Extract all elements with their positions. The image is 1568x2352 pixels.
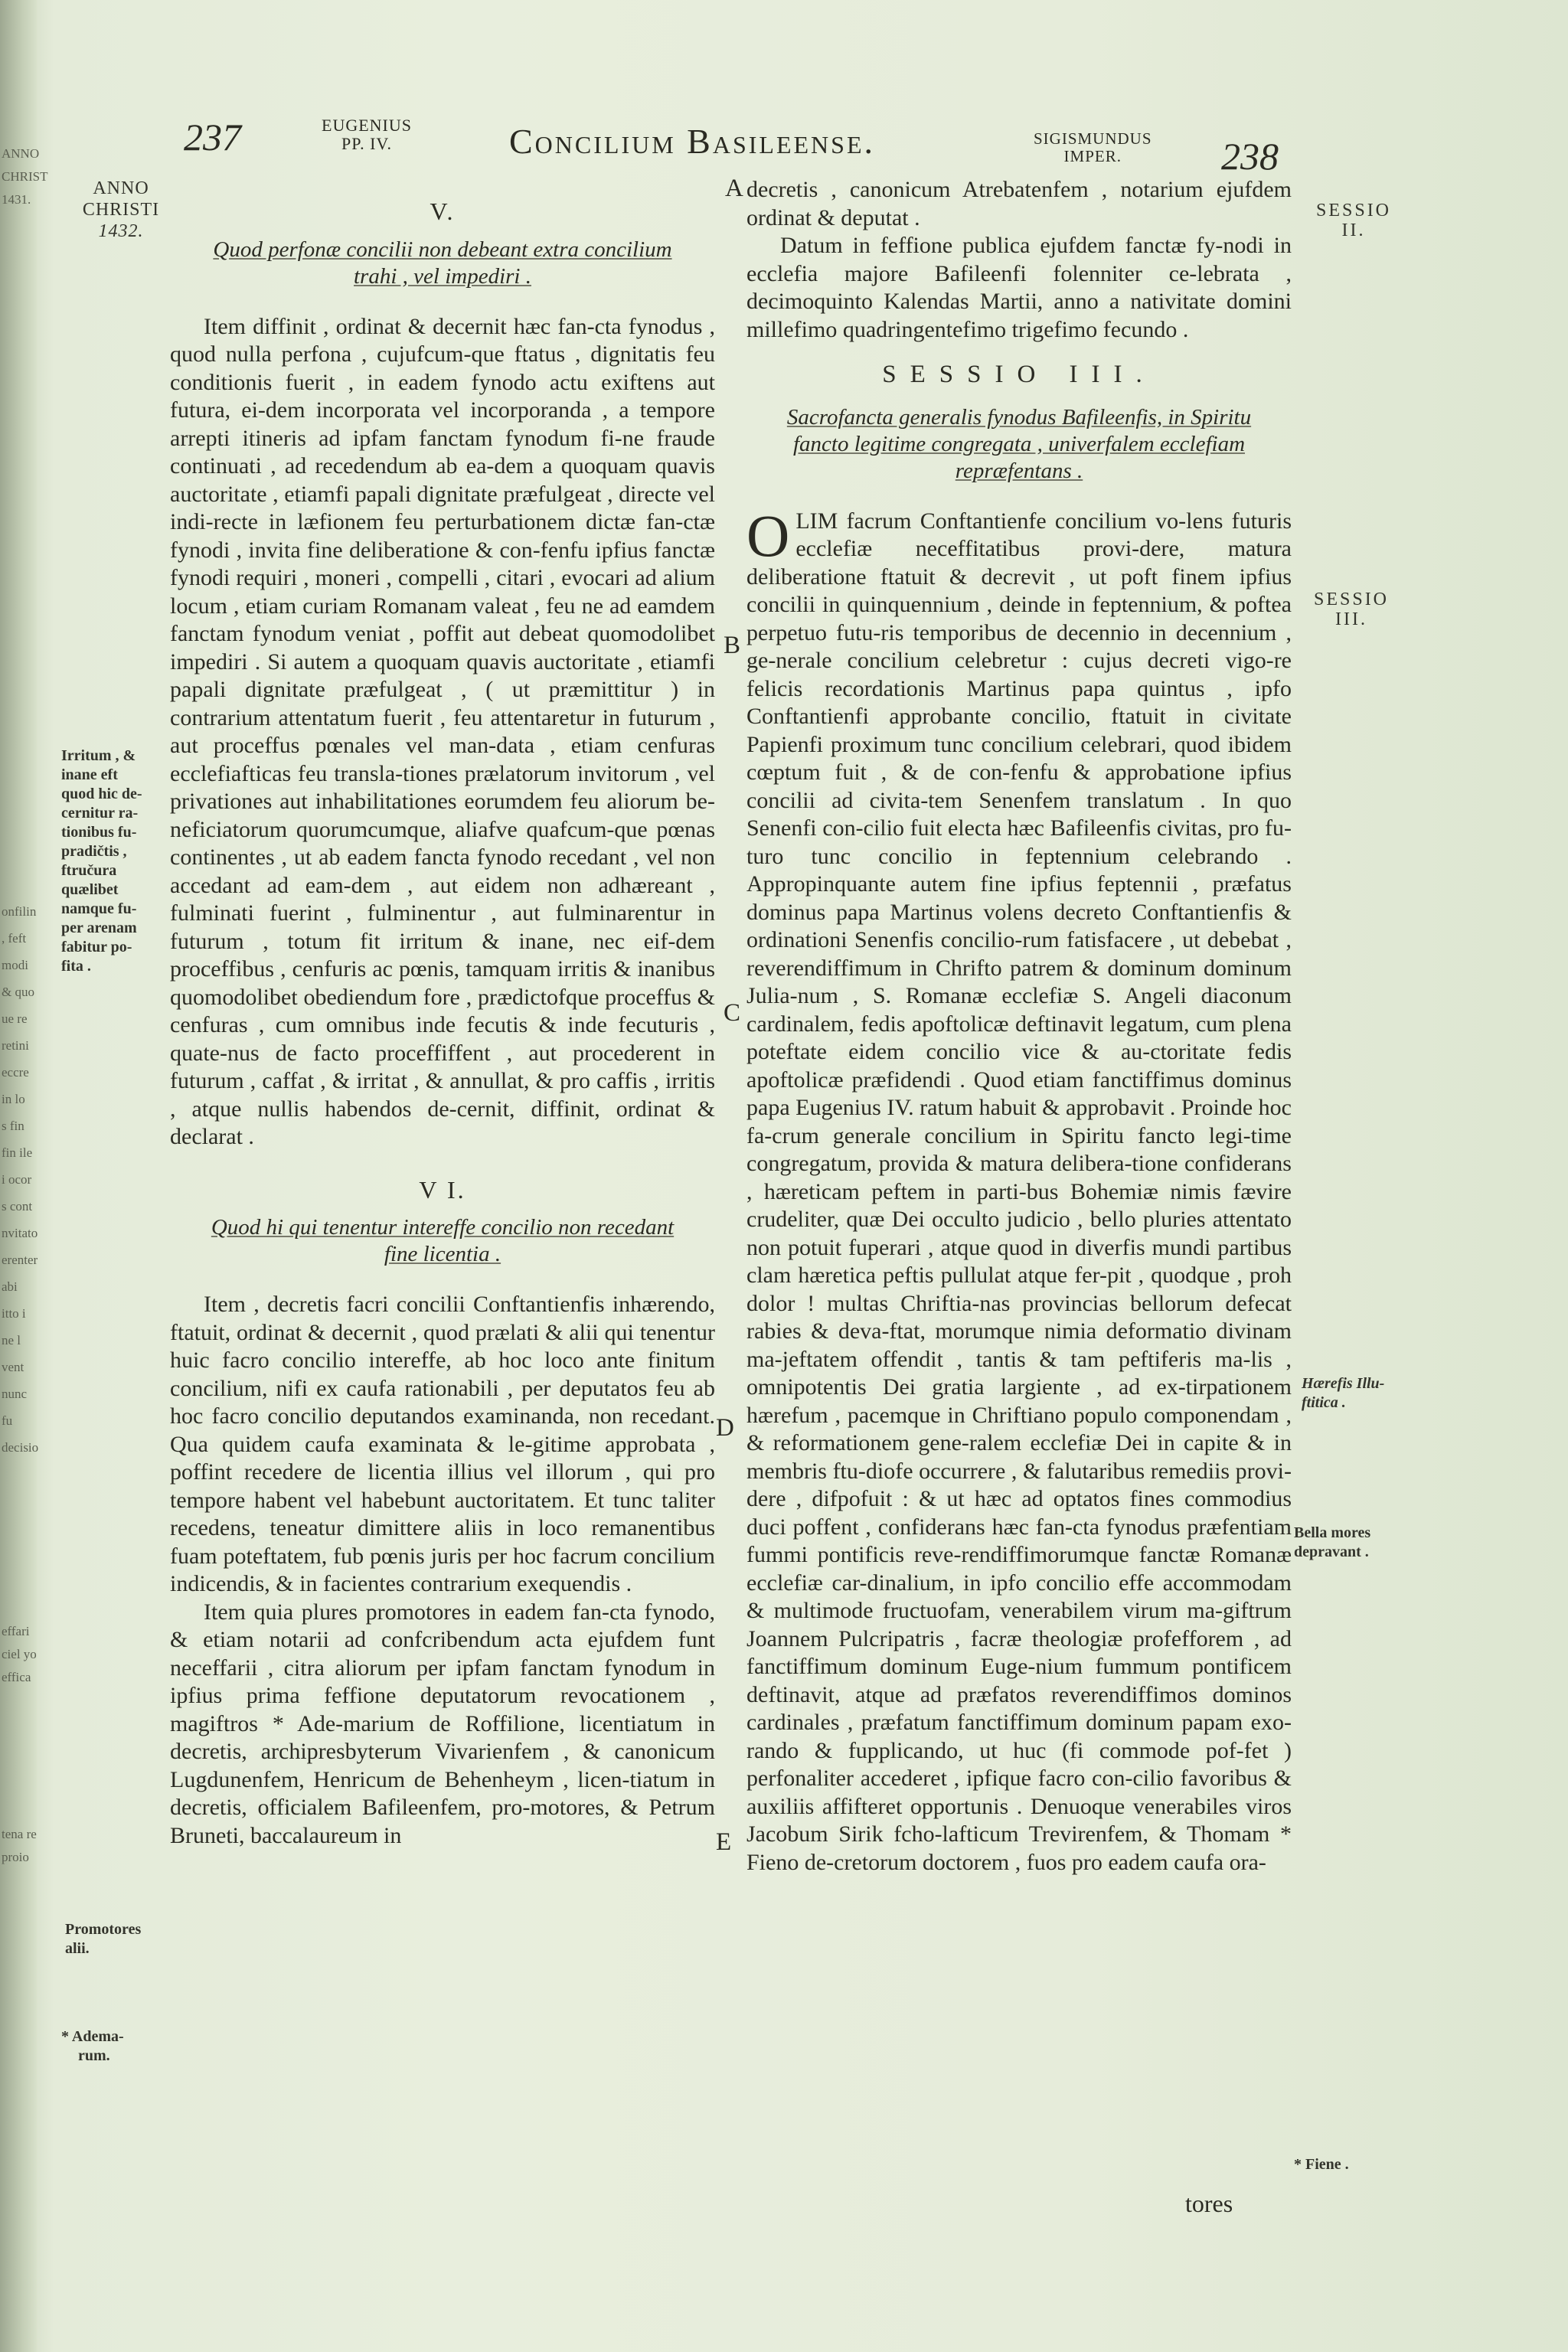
paragraph-continuation: decretis , canonicum Atrebatenfem , notarium ejufdem ordinat & deputat . <box>746 177 1292 230</box>
margin-line: SESSIO <box>1313 590 1390 609</box>
margin-sessio-ii <box>1304 201 1403 240</box>
running-head-left-line2: PP. IV. <box>341 134 392 153</box>
margin-line: cernitur ra- <box>61 805 139 822</box>
section-letter-b: B <box>724 632 741 659</box>
section-number-vi: V I. <box>419 1175 466 1204</box>
anno-line: CHRISTI <box>82 200 160 220</box>
gutter-fragment: nvitato <box>2 1226 38 1240</box>
margin-note-bella <box>1294 1524 1409 1562</box>
margin-line: III. <box>1335 609 1367 629</box>
margin-line: inane eft <box>61 766 118 783</box>
margin-anno-christi <box>75 178 167 242</box>
gutter-fragment: fu <box>2 1413 13 1428</box>
section-letter-d: D <box>716 1414 734 1442</box>
gutter-fragment: s cont <box>2 1199 33 1214</box>
gutter-fragment: decisio <box>2 1440 39 1455</box>
gutter-fragment: tena re <box>2 1827 37 1841</box>
gutter-fragment: eccre <box>2 1065 29 1080</box>
text-column-left <box>170 191 715 1850</box>
margin-line: ftručura <box>61 862 117 879</box>
section-letter-c: C <box>724 999 741 1027</box>
gutter-fragment: effica <box>2 1670 31 1684</box>
text-column-right <box>746 176 1292 1877</box>
gutter-fragment: ue re <box>2 1011 28 1026</box>
margin-note-fiene <box>1294 2155 1386 2174</box>
gutter-fragment: modi <box>2 958 28 972</box>
margin-line: fita . <box>61 958 91 975</box>
paragraph-sessio-iii <box>746 501 1292 1877</box>
gutter-fragment: in lo <box>2 1092 25 1106</box>
section-letter-a: A <box>725 175 743 202</box>
margin-line: namque fu- <box>61 900 137 917</box>
gutter-fragment: , feft <box>2 931 27 946</box>
gutter-fragment: erenter <box>2 1253 38 1267</box>
paragraph-datum: Datum in feffione publica ejufdem fanctæ fy-nodi in ecclefia majore Bafileenfi folenniter ce-lebrata , decimoquinto Kalendas Martii, anno a nativitate domini millefimo quadringentefimo trigefimo fecundo . <box>746 233 1292 342</box>
section-number-v: V. <box>430 198 456 225</box>
running-head-right <box>1034 130 1152 165</box>
margin-line: quælibet <box>61 881 119 898</box>
margin-note-irritum <box>61 746 168 976</box>
gutter-fragment: CHRIST <box>2 169 48 184</box>
margin-line: pradičtis , <box>61 843 127 860</box>
margin-line: rum. <box>78 2047 110 2064</box>
margin-line: quod hic de- <box>61 786 142 802</box>
margin-line: * Adema- <box>61 2028 124 2045</box>
page-number-right: 238 <box>1221 135 1279 178</box>
running-head-left-line1: EUGENIUS <box>322 116 412 135</box>
rubric-vi-text: Quod hi qui tenentur intereffe concilio non recedant fine licentia . <box>211 1215 675 1266</box>
gutter-fragment: fin ile <box>2 1145 33 1160</box>
running-head-right-line2: IMPER. <box>1063 147 1122 165</box>
running-title: Concilium Basileense. <box>509 122 876 161</box>
margin-line: SESSIO <box>1315 201 1392 220</box>
margin-sessio-iii <box>1302 590 1401 629</box>
margin-line: depravant . <box>1294 1544 1369 1560</box>
gutter-fragment: vent <box>2 1360 24 1374</box>
gutter-fragment: retini <box>2 1038 29 1053</box>
running-head-right-line1: SIGISMUNDUS <box>1034 129 1152 148</box>
margin-line: * Fiene . <box>1294 2156 1349 2173</box>
gutter-fragment: 1431. <box>2 192 31 207</box>
rubric-v-text: Quod perfonæ concilii non debeant extra concilium trahi , vel impediri . <box>213 237 672 289</box>
gutter-fragment: abi <box>2 1279 18 1294</box>
anno-line: ANNO <box>93 178 149 198</box>
rubric-vi <box>201 1214 684 1268</box>
margin-line: ftitica . <box>1302 1394 1346 1411</box>
anno-line: 1432. <box>98 221 144 241</box>
sessio-iii-heading: SESSIO III. <box>882 361 1156 388</box>
gutter-fragment: s fin <box>2 1119 24 1133</box>
gutter-fragment: ANNO <box>2 146 40 161</box>
page-number-left: 237 <box>184 116 241 158</box>
gutter-fragment: proio <box>2 1850 29 1864</box>
gutter-fragment: effari <box>2 1624 30 1638</box>
gutter-fragment: i ocor <box>2 1172 32 1187</box>
margin-line: alii. <box>65 1940 90 1957</box>
paragraph-sessio-iii-text: LIM facrum Conftantienfe concilium vo-lens futuris ecclefiæ neceffitatibus provi-dere, matura deliberatione ftatuit & decrevit , ut poft finem ipfius concilii in quinquennium , deinde in feptennium, & poftea perpetuo futu-ris temporibus de decennio in decennium , ge-nerale concilium celebretur : cujus decreti vigo-re felicis recordationis Martinus papa quintus , ipfo Conftantienfi approbante concilio, ftatuit in civitate Papienfi proximum tunc concilium celebrari, quod ibidem cœptum fuit , & de con-fenfu & approbatione ipfius concilii ad civita-tem Senenfem translatum . In quo Senenfi con-cilio fuit electa hæc Bafileenfis civitas, pro fu-turo tunc concilio in feptennium celebrando . Appropinquante autem fine ipfius feptennii , præfatus dominus papa Martinus volens decreto Conftantienfis & ordinationi Senenfis concilio-rum fatisfacere , ut debebat , reverendiffimum in Chrifto patrem & dominum dominum Julia-num , S. Romanæ ecclefiæ S. Angeli diaconum cardinalem, fedis apoftolicæ deftinavit legatum, cum plena poteftate eidem concilio vice & au-ctoritate fedis apoftolicæ præfidendi . Quod etiam fanctiffimus dominus papa Eugenius IV. ratum habuit & approbavit . Proinde hoc fa-crum generale concilium in Spiritu fancto legi-time congregatum, provida & matura delibera-tione confiderans , hæreticam peftem in parti-bus Bohemiæ nimis fævire crudeliter, quæ Dei occulto judicio , bello pluries attentato non potuit fuperari , atque quod in diverfis mundi partibus clam hæretica peftis pullulat atque fer-pit , quodque , proh dolor ! multas Chriftia-nas provincias bellorum defecat rabies & deva-ftat, morumque nimia deformatio divinam ma-jeftatem offendit , tantis & tam peftiferis ma-lis , omnipotentis Dei gratia largiente , ad ex-tirpationem hærefum , pacemque in Chriftiano populo componendam , & reformationem gene-ralem ecclefiæ Dei in capite & in membris ftu-diofe occurrere , & falutaribus remediis provi-dere , difpofuit : & ut hæc ad optatos fines commodius duci poffent , confiderans hæc fan-cta fynodus præfentiam fummi pontificis reve-rendiffimorumque fanctæ Romanæ ecclefiæ car-dinalium, in ipfo concilio effe accommodam & multimode fructuofam, venerabilem virum ma-giftrum Joannem Pulcripatris , facræ theologiæ profefforem , ad fanctiffimum dominum Euge-nium fummum pontificem deftinavit, atque ad præfatos reverendiffimos dominos cardinales , præfatum fanctiffimum dominum papam exo-rando & fupplicando, ut huc (fi commode pof-fet ) perfonaliter accederet , ipfique facro con-cilio favoribus & auxiliis affifteret opportunis . Denuoque venerabiles viros Jacobum Sirik fcho-lafticum Trevirenfem, & Thomam * Fieno de-cretorum doctorem , fuos pro eadem caufa ora- <box>746 508 1292 1875</box>
margin-line: per arenam <box>61 920 137 936</box>
paragraph-vi-1: Item , decretis facri concilii Conftantienfis inhærendo, ftatuit, ordinat & decernit , quod prælati & alii qui tenentur huic facro concilio intereffe, ab hoc loco ante finitum concilium, nifi ex caufa rationabili , per deputatos feu ab hoc facro concilio deputandos examinanda, non recedant. Qua quidem caufa examinata & le-gitime approbata , poffint recedere de licentia illius vel illorum , qui pro tempore habent vel habebunt auctoritatem. Et tunc taliter recedens, teneatur dimittere aliis in loco remanentibus fuam poteftatem, fub pœnis juris per hoc facrum concilium indicendis, & in facientes contrarium exequendis . <box>170 1292 715 1596</box>
margin-note-ademarum <box>61 2027 161 2066</box>
rubric-v <box>201 237 684 290</box>
sessio-iii-rubric-text: Sacrofancta generalis fynodus Bafileenfis, in Spiritu fancto legitime congregata , univerfalem ecclefiam repræfentans . <box>786 404 1252 483</box>
margin-line: Bella mores <box>1294 1524 1371 1541</box>
gutter-fragment: nunc <box>2 1387 28 1401</box>
gutter-fragment: onfilin <box>2 904 37 919</box>
margin-line: Promotores <box>65 1921 142 1938</box>
running-head-left <box>322 116 412 153</box>
drop-cap: O <box>746 501 790 569</box>
margin-note-promotores <box>65 1920 165 1958</box>
paragraph-vi-2: Item quia plures promotores in eadem fan-cta fynodo, & etiam notarii ad confcribendum acta ejufdem funt neceffarii , citra aliorum per ipfam fanctam fynodum in ipfius prima feffione deputatorum revocationem , magiftros * Ade-marium de Roffilione, licentiatum in decretis, archipresbyterum Vivarienfem , & canonicum Lugdunenfem, Henricum de Behenheym , licen-tiatum in decretis, officialem Bafileenfem, pro-motores, & Petrum Bruneti, baccalaureum in <box>170 1599 715 1848</box>
margin-line: tionibus fu- <box>61 824 137 841</box>
gutter-fragment: ciel yo <box>2 1647 37 1661</box>
margin-line: Irritum , & <box>61 747 136 764</box>
gutter-fragment: & quo <box>2 985 34 999</box>
gutter-fragment: ne l <box>2 1333 21 1348</box>
margin-line: Hærefis Illu- <box>1302 1375 1385 1392</box>
catchword: tores <box>1185 2190 1233 2217</box>
margin-line: fabitur po- <box>61 939 132 956</box>
sessio-iii-rubric <box>777 404 1261 485</box>
margin-line: II. <box>1341 220 1366 240</box>
margin-note-haeresis <box>1302 1374 1409 1413</box>
section-letter-e: E <box>716 1828 732 1856</box>
gutter-fragment: itto i <box>2 1306 26 1321</box>
paragraph-v: Item diffinit , ordinat & decernit hæc fan-cta fynodus , quod nulla perfona , cujufcum-que ftatus , dignitatis feu conditionis fuerit , in eadem fynodo actu exiftens aut futura, ei-dem incorporata vel incorporanda , a tempore arrepti itineris ad ipfam fanctam fynodum fi-ne fraude continuati , ad recedendum ab ea-dem a quoquam quavis auctoritate , etiamfi papali dignitate præfulgeat , directe vel indi-recte in læfionem feu perturbationem dictæ fan-ctæ fynodi , invita fine deliberatione & con-fenfu ipfius fanctæ fynodi requiri , moneri , compelli , citari , evocari ad alium locum , etiam curiam Romanam valeat , feu ne ad eamdem fanctam fynodum veniat , poffit aut debeat quomodolibet impediri . Si autem a quoquam quavis auctoritate , etiamfi papali dignitate præfulgeat , ( ut præmittitur ) in contrarium attentatum fuerit , feu attentaretur in futurum , aut proceffus pœnales vel man-data , etiam cenfuras ecclefiafticas feu transla-tiones prælatorum invitorum , vel privationes aut inhabilitationes eorumdem feu aliorum be-neficiatorum quorumcumque, aliafve quafcum-que pœnas continentes , ut ab eadem fancta fynodo recedant , vel non accedant ad eam-dem , aut eidem non adhæreant , fulminati fuerint , fulminentur , aut fulminarentur in futurum , totum fit irritum & inane, nec eif-dem proceffibus , cenfuris ac pœnis, tamquam irritis & inanibus quomodolibet obediendum fore , prædictofque proceffus & cenfuras , cum omnibus inde fecutis & inde fecuturis , quate-nus de facto proceffiffent , aut procederent in futurum , caffat , & irritat , & annullat, & pro caffis , irritis , atque nullis habendos de-cernit, diffinit, ordinat & declarat . <box>170 313 715 1149</box>
